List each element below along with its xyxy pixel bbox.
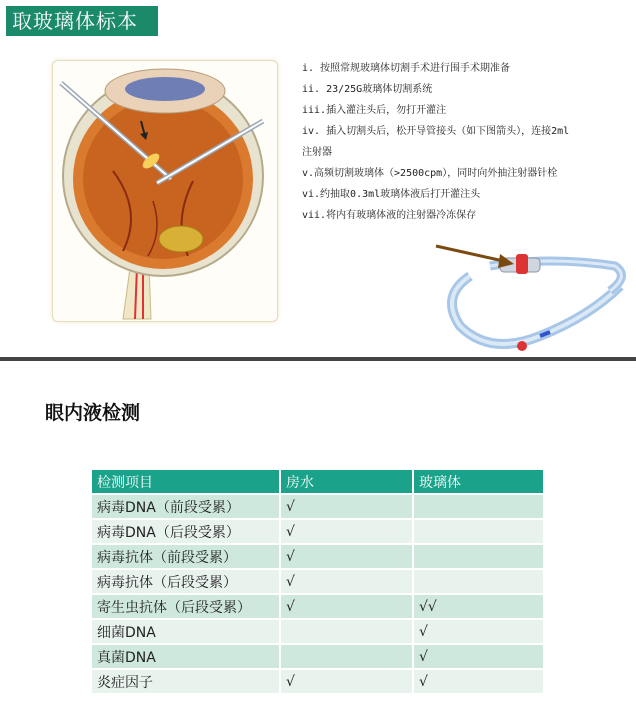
table-row [92,644,544,669]
step-line: vii.将内有玻璃体液的注射器冷冻保存 [302,210,477,221]
cell-vitreous [413,519,544,544]
cell-item: 细菌DNA [92,619,280,644]
cell-item: 病毒DNA（前段受累） [92,494,280,519]
cell-item: 病毒抗体（前段受累） [92,544,280,569]
header-vitreous: 玻璃体 [413,470,544,494]
table-row [92,619,544,644]
table-row [92,669,544,693]
tubing-illustration [430,236,634,364]
cell-aqueous: √ [280,494,413,519]
cell-aqueous [280,644,413,669]
cell-aqueous: √ [280,669,413,693]
cell-vitreous: √ [413,644,544,669]
cell-vitreous [413,494,544,519]
table-row [92,544,544,569]
table-row [92,519,544,544]
header-item: 检测项目 [92,470,280,494]
cell-vitreous [413,569,544,594]
page-title: 取玻璃体标本 [6,6,158,36]
table-header-row [92,470,544,494]
cell-item: 病毒抗体（后段受累） [92,569,280,594]
step-line: ii. 23/25G玻璃体切割系统 [302,84,433,95]
cell-aqueous [280,619,413,644]
table-row [92,494,544,519]
cell-item: 真菌DNA [92,644,280,669]
cell-aqueous: √ [280,519,413,544]
table-row [92,594,544,619]
table-row [92,569,544,594]
section-divider [0,357,636,361]
section-title: 眼内液检测 [45,402,141,424]
eye-surgery-illustration [52,60,278,322]
procedure-steps [302,58,632,226]
step-line: iv. 插入切割头后，松开导管接头（如下图箭头），连接2ml [302,126,570,137]
cell-vitreous: √√ [413,594,544,619]
detection-table [92,470,545,693]
cell-aqueous: √ [280,544,413,569]
step-line: iii.插入灌注头后，勿打开灌注 [302,105,447,116]
cell-vitreous: √ [413,669,544,693]
cell-item: 寄生虫抗体（后段受累） [92,594,280,619]
cell-aqueous: √ [280,594,413,619]
step-line: 注射器 [302,147,332,158]
cell-vitreous [413,544,544,569]
cell-vitreous: √ [413,619,544,644]
step-line: vi.约抽取0.3ml玻璃体液后打开灌注头 [302,189,481,200]
cell-aqueous: √ [280,569,413,594]
header-aqueous: 房水 [280,470,413,494]
step-line: v.高频切割玻璃体（>2500cpm），同时向外抽注射器针栓 [302,168,558,179]
step-line: i. 按照常规玻璃体切割手术进行围手术期准备 [302,63,511,74]
cell-item: 炎症因子 [92,669,280,693]
cell-item: 病毒DNA（后段受累） [92,519,280,544]
